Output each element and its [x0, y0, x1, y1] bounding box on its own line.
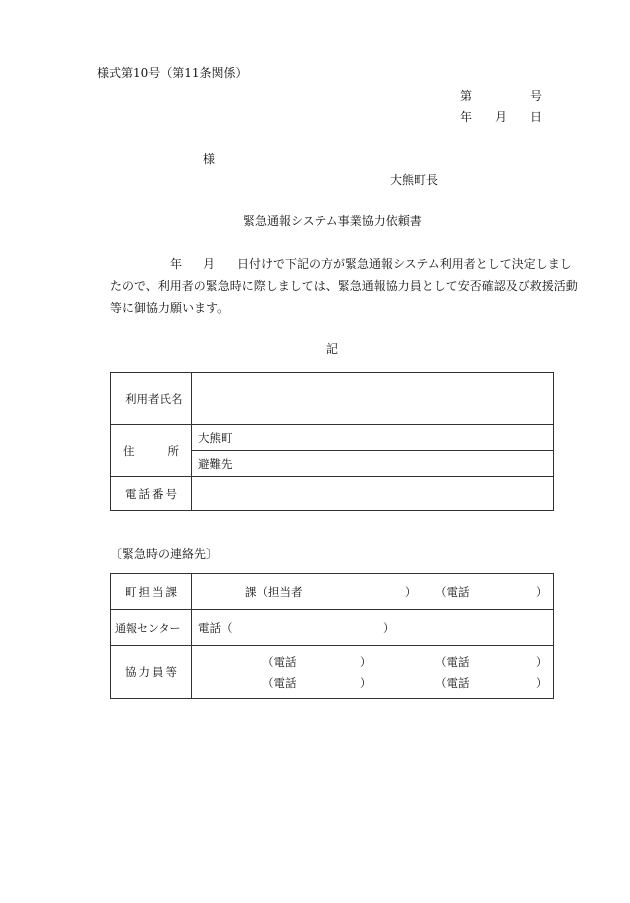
- date-year: 年: [460, 110, 473, 124]
- town-department-value: 課（担当者 ） （電話 ）: [192, 574, 554, 610]
- sender-mayor: 大熊町長: [390, 173, 439, 187]
- ki-heading: 記: [326, 342, 339, 356]
- phone-label: 電 話 番 号: [111, 477, 192, 511]
- contact-table: [110, 573, 554, 699]
- emergency-contact-heading: 〔緊急時の連絡先〕: [110, 547, 219, 561]
- user-name-value: [192, 373, 554, 425]
- addressee-sama: 様: [203, 152, 216, 166]
- report-center-value: 電話（ ）: [192, 610, 554, 646]
- body-line-1: 年 月 日付けで下記の方が緊急通報システム利用者として決定しまし: [170, 257, 572, 271]
- user-info-table: [110, 372, 554, 511]
- address-town: 大熊町: [192, 425, 554, 451]
- phone-value: [192, 477, 554, 511]
- address-evacuation: 避難先: [192, 451, 554, 477]
- address-label: 住 所: [111, 425, 192, 477]
- date-day: 日: [530, 110, 543, 124]
- cooperator-value: （電話 ） （電話 ） （電話 ） （電話 ）: [192, 646, 554, 699]
- body-line-2: たので、利用者の緊急時に際しましては、緊急通報協力員として安否確認及び救援活動: [110, 279, 578, 293]
- body-line-3: 等に御協力願います。: [110, 301, 230, 315]
- user-name-label: 利 用 者 氏 名: [111, 373, 192, 425]
- town-department-label: 町 担 当 課: [111, 574, 192, 610]
- form-number: 様式第10号（第11条関係）: [97, 66, 248, 80]
- number-go: 号: [530, 89, 543, 103]
- date-month: 月: [495, 110, 508, 124]
- report-center-label: 通報センター: [111, 610, 192, 646]
- number-dai: 第: [460, 89, 473, 103]
- document-title: 緊急通報システム事業協力依頼書: [243, 214, 422, 228]
- cooperator-label: 協 力 員 等: [111, 646, 192, 699]
